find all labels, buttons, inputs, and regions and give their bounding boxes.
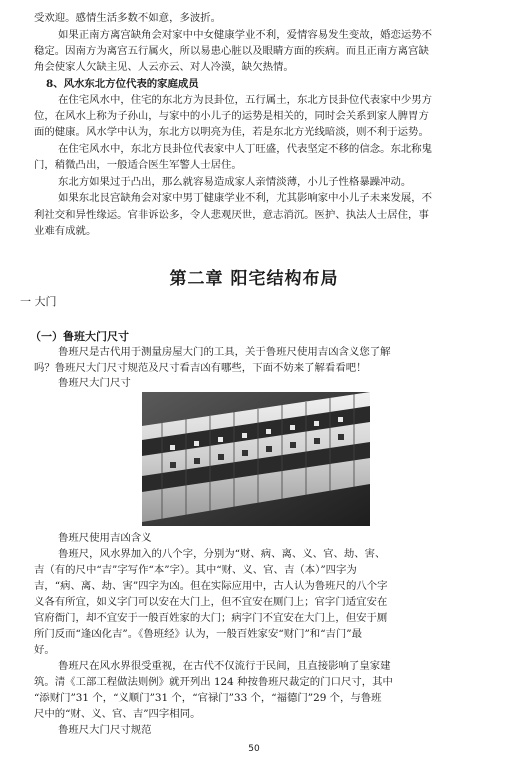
paragraph-line: 角会使家人欠缺主见、人云亦云、对人冷漠，缺欠热情。 xyxy=(34,61,294,73)
caption-line: 鲁班尺大门尺寸 xyxy=(58,377,131,389)
ruler-image xyxy=(142,392,370,526)
paragraph-line: “添财门”31 个，“义顺门”31 个，“官禄门”33 个，“福德门”29 个，与鲁班 xyxy=(34,692,382,704)
paragraph-line: 吗？鲁班尺大门尺寸规范及尺寸看吉凶有哪些，下面不妨来了解看看吧！ xyxy=(34,362,367,374)
section-8-heading: 8、风水东北方位代表的家庭成员 xyxy=(46,78,199,90)
paragraph-line: 如果东北艮宫缺角会对家中男丁健康学业不利，尤其影响家中小儿子未来发展，不 xyxy=(58,192,433,204)
chapter-title: 第二章 阳宅结构布局 xyxy=(169,269,339,289)
paragraph-line: 鲁班尺，风水界加入的八个字，分别为“财、病、离、义、官、劫、害、 xyxy=(58,548,386,560)
paragraph-line: 筑。清《工部工程做法则例》就开列出 124 种按鲁班尺裁定的门口尺寸，其中 xyxy=(34,676,393,688)
section-title: 一 大门 xyxy=(20,295,57,308)
paragraph-line: 尺中的“财、义、官、吉”四字相同。 xyxy=(34,708,201,720)
subsection-title: （一）鲁班大门尺寸 xyxy=(30,330,129,343)
paragraph-line: 面的健康。风水学中认为，东北方以明亮为佳，若是东北方光线暗淡，则不利于运势。 xyxy=(34,126,429,138)
page-number: 50 xyxy=(248,744,260,754)
paragraph-line: 受欢迎。感情生活多数不如意，多波折。 xyxy=(34,12,222,24)
paragraph-line: 鲁班尺是古代用于测量房屋大门的工具，关于鲁班尺使用吉凶含义您了解 xyxy=(58,346,391,358)
paragraph-line: 在住宅风水中，东北方艮卦位代表家中人丁旺盛，代表坚定不移的信念。东北称鬼 xyxy=(58,143,433,155)
paragraph-line: 义各有所宜，如义字门可以安在大门上，但不宜安在厕门上；官字门适宜安在 xyxy=(34,596,388,608)
paragraph-line: 位，在风水上称为子孙山，与家中的小儿子的运势是相关的，同时会关系到家人脾胃方 xyxy=(34,110,429,122)
paragraph-line: 吉（有的尺中“吉”字写作“本”字）。其中“财、义、官、吉（本）”四字为 xyxy=(34,564,357,576)
paragraph-line: 业难有成就。 xyxy=(34,225,97,237)
paragraph-line: 吉，“病、离、劫、害”四字为凶。但在实际应用中，古人认为鲁班尺的八个字 xyxy=(34,580,388,592)
luban-ruler-photo xyxy=(142,392,370,526)
paragraph-line: 好。 xyxy=(34,644,55,656)
paragraph-line: 官府衙门，却不宜安于一般百姓家的大门；病字门不宜安在大门上，但安于厕 xyxy=(34,612,388,624)
paragraph-line: 在住宅风水中，住宅的东北方为艮卦位，五行属土，东北方艮卦位代表家中少男方 xyxy=(58,94,433,106)
caption-line: 鲁班尺使用吉凶含义 xyxy=(58,532,152,544)
paragraph-line: 东北方如果过于凸出，那么就容易造成家人亲情淡薄，小儿子性格暴躁冲动。 xyxy=(58,176,412,188)
paragraph-line: 如果正南方离宫缺角会对家中中女健康学业不利，爱情容易发生变故，婚恋运势不 xyxy=(58,29,433,41)
caption-line: 鲁班尺大门尺寸规范 xyxy=(58,724,152,736)
paragraph-line: 门，稍微凸出，一般适合医生军警人士居住。 xyxy=(34,159,242,171)
paragraph-line: 所门反而“逢凶化吉”。《鲁班经》认为，一般百姓家安“财门”和“吉门”最 xyxy=(34,628,362,640)
paragraph-line: 鲁班尺在风水界很受重视，在古代不仅流行于民间，且直接影响了皇家建 xyxy=(58,660,391,672)
paragraph-line: 稳定。因南方为离宫五行属火，所以易患心脏以及眼睛方面的疾病。而且正南方离宫缺 xyxy=(34,45,429,57)
paragraph-line: 利社交和异性缘运。官非诉讼多，令人悲观厌世，意志消沉。医护、执法人士居住，事 xyxy=(34,209,429,221)
